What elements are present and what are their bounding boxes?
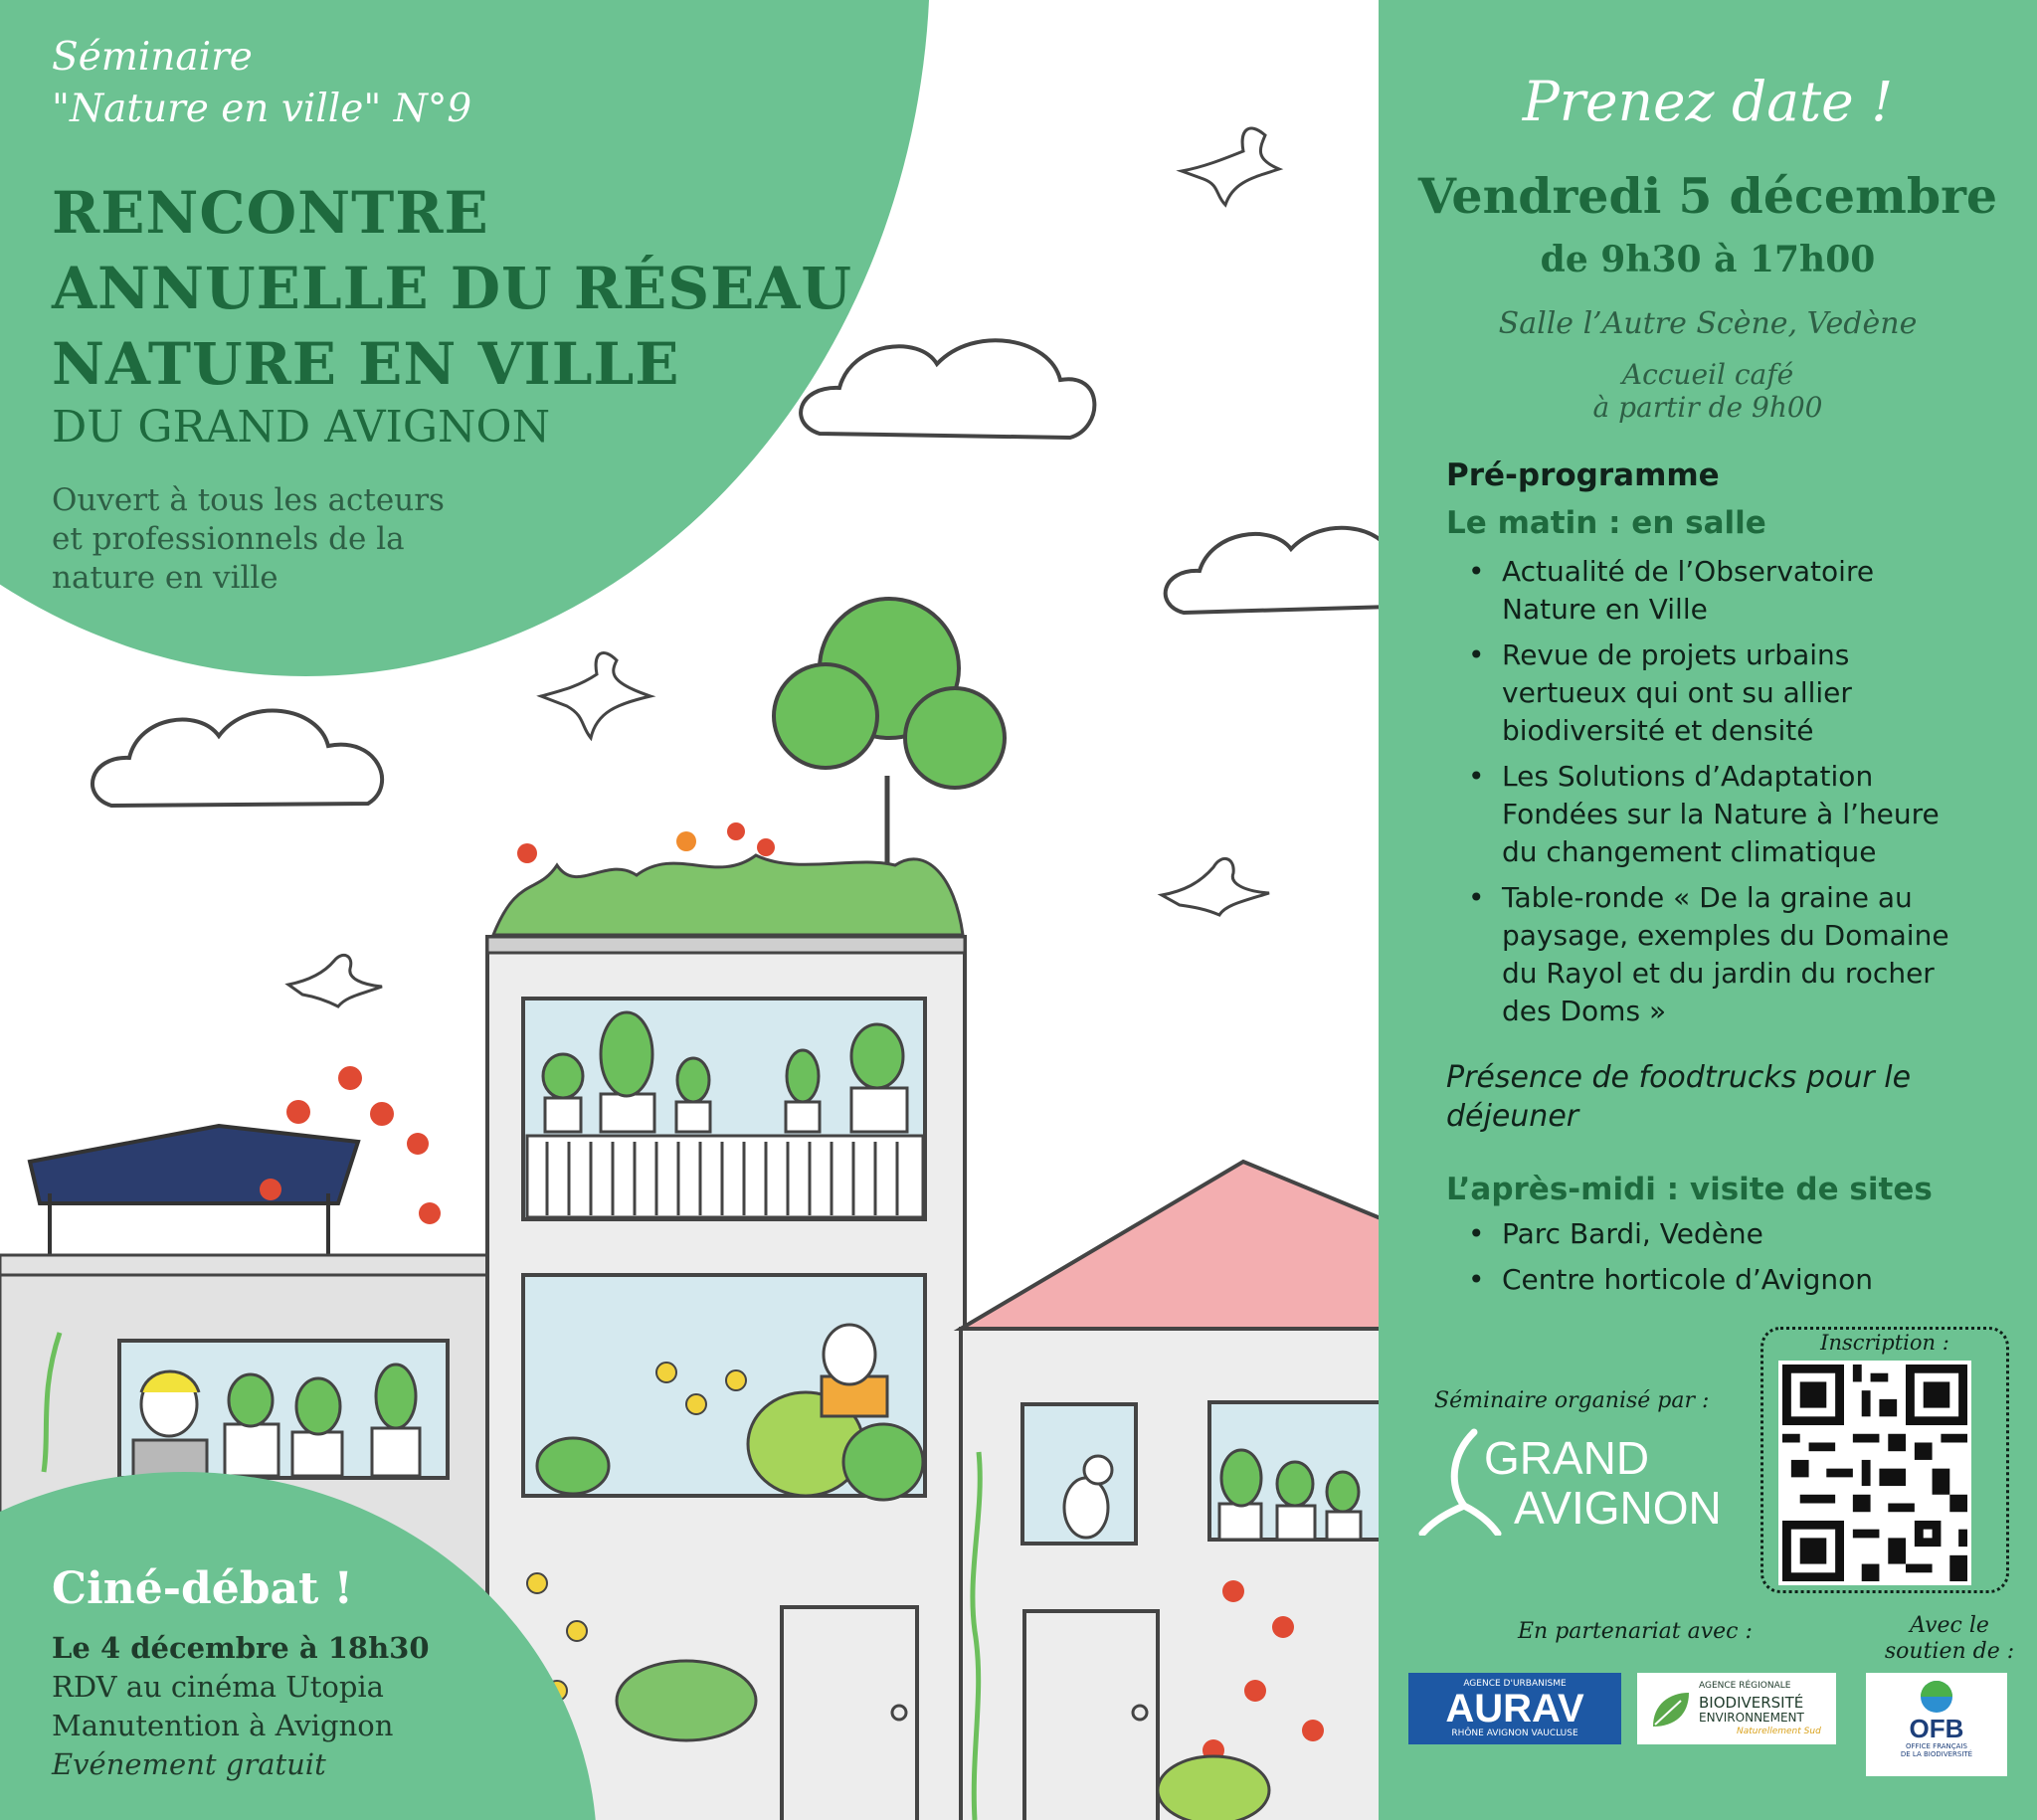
list-item-line: biodiversité et densité (1502, 714, 1814, 747)
support-label (1870, 1613, 2029, 1665)
list-item: • Parc Bardi, Vedène (1446, 1215, 2003, 1253)
aurav-logo (1408, 1673, 1621, 1744)
main-title (52, 175, 852, 402)
event-venue: Salle l’Autre Scène, Vedène (1498, 306, 1918, 341)
afternoon-title: L’après-midi : visite de sites (1446, 1172, 1933, 1207)
cine-debat-title: Ciné-débat ! (52, 1563, 353, 1614)
cine-debat-venue: RDV au cinéma Utopia (52, 1670, 384, 1704)
support-label-line: soutien de : (1884, 1639, 2015, 1664)
main-title-line: ANNUELLE DU RÉSEAU (52, 255, 852, 322)
save-the-date: Prenez date ! (1522, 70, 1894, 133)
main-building-door (782, 1607, 917, 1820)
event-date: Vendredi 5 décembre (1417, 167, 1998, 225)
audience-text (52, 481, 445, 598)
event-hours: de 9h30 à 17h00 (1540, 239, 1876, 280)
list-item-line: • Actualité de l’Observatoire (1502, 555, 1875, 588)
grand-avignon-logo-line: AVIGNON (1514, 1482, 1722, 1534)
grand-avignon-logo-line: GRAND (1484, 1432, 1650, 1484)
list-item (1446, 553, 2003, 629)
balcony-railing (527, 1136, 923, 1217)
list-item-line: • Les Solutions d’Adaptation (1502, 760, 1874, 793)
list-item-line: • Table-ronde « De la graine au (1502, 881, 1913, 914)
list-item-line: paysage, exemples du Domaine (1502, 919, 1949, 952)
seminar-label-line: Séminaire (52, 35, 253, 80)
registration-label: Inscription : (1820, 1331, 1949, 1355)
aurav-logo-text: AURAV (1445, 1687, 1584, 1730)
morning-program-list (1446, 553, 2003, 1038)
list-item (1446, 758, 2003, 871)
main-title-line: NATURE EN VILLE (52, 330, 680, 398)
foodtrucks-line: déjeuner (1446, 1099, 1579, 1134)
welcome-coffee-line: à partir de 9h00 (1592, 391, 1823, 424)
ofb-logo-subtitle: DE LA BIODIVERSITÉ (1900, 1750, 1973, 1758)
arbe-logo-line: ENVIRONNEMENT (1699, 1711, 1804, 1725)
foodtrucks-line: Présence de foodtrucks pour le (1446, 1060, 1912, 1095)
welcome-coffee (1379, 358, 2037, 424)
list-item-line: vertueux qui ont su allier (1502, 676, 1852, 709)
seminar-number: "Nature en ville" N°9 (52, 87, 472, 131)
list-item-line: du Rayol et du jardin du rocher (1502, 957, 1935, 990)
organizer-label: Séminaire organisé par : (1434, 1388, 1710, 1413)
leaf-icon (1647, 1687, 1693, 1732)
ofb-logo (1866, 1673, 2007, 1776)
audience-line: Ouvert à tous les acteurs (52, 482, 445, 518)
seminar-label (52, 32, 471, 135)
tiled-roof (961, 1162, 1379, 1329)
cine-debat-date: Le 4 décembre à 18h30 (52, 1631, 430, 1665)
partnership-label: En partenariat avec : (1518, 1619, 1753, 1644)
list-item-line: Fondées sur la Nature à l’heure (1502, 798, 1940, 830)
ofb-logo-subtitle: OFFICE FRANÇAIS (1906, 1742, 1967, 1750)
house-door (1024, 1611, 1158, 1820)
arbe-logo-line: AGENCE RÉGIONALE (1699, 1681, 1791, 1691)
list-item (1446, 637, 2003, 750)
list-item-line: Nature en Ville (1502, 593, 1708, 626)
rooftop-garden (493, 855, 963, 935)
grand-avignon-logo (1414, 1424, 1743, 1536)
main-title-line: RENCONTRE (52, 179, 489, 247)
cine-debat-free: Evénement gratuit (52, 1747, 326, 1781)
list-item (1446, 879, 2003, 1030)
aurav-logo-tag: AGENCE D'URBANISME (1463, 1679, 1567, 1689)
poster-right-panel (1379, 0, 2037, 1820)
arbe-logo (1637, 1673, 1836, 1744)
list-item-line: • Revue de projets urbains (1502, 638, 1850, 671)
audience-line: nature en ville (52, 560, 278, 596)
support-label-line: Avec le (1910, 1613, 1989, 1638)
welcome-coffee-line: Accueil café (1621, 358, 1794, 391)
morning-title: Le matin : en salle (1446, 505, 1766, 541)
arbe-logo-line: BIODIVERSITÉ (1699, 1694, 1804, 1712)
solar-panel-pergola (30, 1126, 358, 1203)
audience-line: et professionnels de la (52, 521, 405, 557)
list-item-line: du changement climatique (1502, 835, 1877, 868)
afternoon-program-list (1446, 1215, 2003, 1307)
main-subtitle: DU GRAND AVIGNON (52, 402, 551, 453)
arbe-logo-tagline: Naturellement Sud (1737, 1727, 1821, 1736)
cine-debat-location: Manutention à Avignon (52, 1709, 394, 1742)
registration-qr-code[interactable] (1778, 1361, 1971, 1585)
ofb-emblem-icon (1912, 1679, 1961, 1715)
list-item: • Centre horticole d’Avignon (1446, 1261, 2003, 1299)
foodtrucks-note (1446, 1058, 2003, 1136)
list-item-line: des Doms » (1502, 995, 1667, 1027)
program-title: Pré-programme (1446, 457, 1720, 493)
aurav-logo-subtitle: RHÔNE AVIGNON VAUCLUSE (1451, 1729, 1578, 1738)
ofb-logo-text: OFB (1909, 1714, 1964, 1743)
